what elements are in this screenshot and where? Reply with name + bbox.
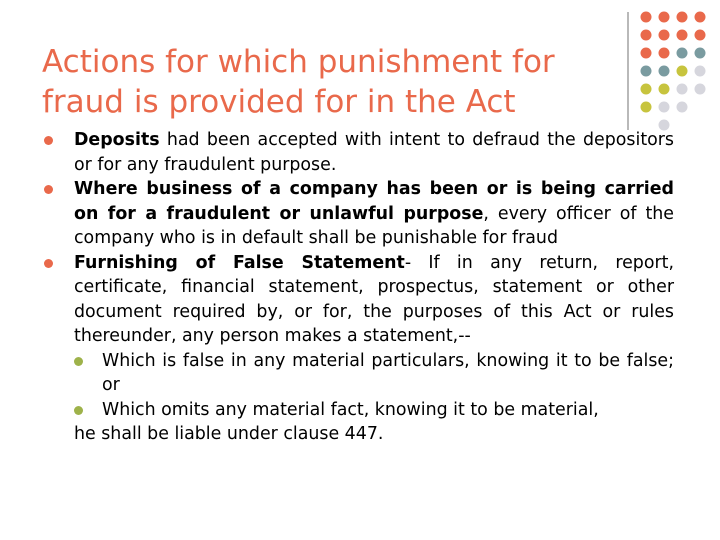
decor-dot [641,48,652,59]
bullet-bold-text: Deposits [74,130,160,150]
sub-bullet-item [42,398,674,423]
bullet-item [42,177,674,251]
slide-body [42,128,674,447]
sub-bullet-dot-icon [74,406,83,415]
decor-dot [695,12,706,23]
decor-dot [641,66,652,77]
decor-dot [659,102,670,113]
sub-bullet-text: Which is false in any material particulars, knowing it to be false; or [102,350,674,395]
bullet-item [42,251,674,349]
decor-dot [695,84,706,95]
decor-dot [677,48,688,59]
bullet-bold-text: Furnishing of False Statement [74,252,405,273]
decor-dot [695,66,706,77]
decor-dot [659,48,670,59]
decor-dot [641,84,652,95]
decor-dot [677,102,688,113]
decor-dot [677,30,688,41]
bullet-text: , every officer of the company who is in default shall be punishable for fraud [74,203,674,248]
bullet-item [42,128,674,177]
sub-bullet-dot-icon [74,357,83,366]
decor-dot [641,30,652,41]
bullet-dot-icon [44,136,53,145]
closing-line: he shall be liable under clause 447. [74,424,384,444]
bullet-dot-icon [44,185,53,194]
title-line-2: fraud is provided for in the Act [42,84,516,120]
bullet-text: had been accepted with intent to defraud the depositors or for any fraudulent purpose. [74,130,674,175]
decor-dot [641,12,652,23]
decor-dot [677,84,688,95]
decor-dot [695,48,706,59]
sub-bullet-text: Which omits any material fact, knowing it to be material, [102,399,599,420]
bullet-text: - If in any return, report, certificate, financial statement, prospectus, statement or other document required by, or for, the purposes of this Act or rules thereunder, any person makes a statement,-- [74,252,674,346]
decor-dot [677,66,688,77]
decor-dot [659,12,670,23]
title-line-1: Actions for which punishment for [42,44,555,80]
decor-dot [641,102,652,113]
bullet-dot-icon [44,259,53,268]
bullet-bold-text: Where business of a company has been or is being carried on for a fraudulent or unlawful purpose [74,179,674,224]
sub-bullet-item [42,349,674,398]
decor-dot [659,30,670,41]
decor-dot [677,12,688,23]
decorative-divider [627,12,629,130]
decor-dot [659,66,670,77]
slide-title [42,42,622,122]
decor-dot [659,84,670,95]
decor-dot [695,30,706,41]
